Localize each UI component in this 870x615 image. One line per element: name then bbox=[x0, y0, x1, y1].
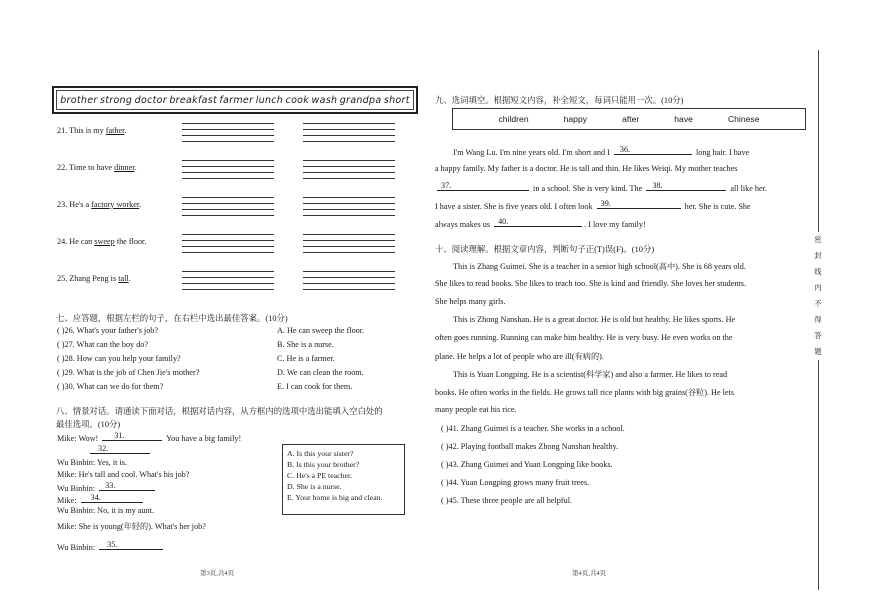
option-e: E. Your home is big and clean. bbox=[287, 493, 383, 502]
passage-text: I'm Wang Lu. I'm nine years old. I'm short and I bbox=[453, 148, 610, 157]
question-22 bbox=[57, 163, 137, 172]
answer-b: B. She is a nurse. bbox=[277, 340, 334, 349]
section10-title: 十、阅读理解。根据文章内容，判断句子正(T)误(F)。(10分) bbox=[435, 245, 655, 254]
q-text: 22. Time to have bbox=[57, 163, 115, 172]
passage-text: . I love my family! bbox=[584, 220, 646, 229]
word-choice-item: after bbox=[622, 114, 640, 124]
dialogue-line: Mike: He's tall and cool. What's his job? bbox=[57, 470, 190, 479]
option-a: A. Is this your sister? bbox=[287, 449, 354, 458]
dialogue-line-35 bbox=[57, 541, 165, 552]
blank-number: 31. bbox=[114, 431, 125, 440]
passage-text: always makes us bbox=[435, 220, 491, 229]
section7-title: 七、应答题，根据左栏的句子，在右栏中选出最佳答案。(10分) bbox=[56, 314, 288, 323]
blank-number: 36. bbox=[619, 145, 631, 154]
word-choice-item: children bbox=[498, 114, 529, 124]
dialogue-options-box bbox=[282, 444, 405, 515]
binding-char: 密 bbox=[814, 236, 822, 244]
word-bank-item: grandpa bbox=[339, 94, 382, 106]
answer-a: A. He can sweep the floor. bbox=[277, 326, 365, 335]
question-23 bbox=[57, 200, 141, 209]
question-41: ( )41. Zhang Guimei is a teacher. She works in a school. bbox=[441, 424, 625, 433]
question-24 bbox=[57, 237, 146, 246]
binding-notice bbox=[807, 232, 829, 360]
reading-line: This is Zhong Nanshan. He is a great doctor. He is old but healthy. He likes sports. He bbox=[453, 315, 736, 324]
reading-line: She helps many girls. bbox=[435, 297, 506, 306]
blank-35[interactable] bbox=[99, 541, 163, 550]
writing-lines-22a[interactable] bbox=[182, 160, 274, 184]
blank-number: 39. bbox=[600, 199, 611, 208]
blank-number: 35. bbox=[107, 540, 118, 549]
dialogue-line-32 bbox=[88, 445, 152, 456]
question-21 bbox=[57, 126, 126, 135]
dialogue-text: Mike: bbox=[57, 496, 77, 505]
question-26: ( )26. What's your father's job? bbox=[57, 326, 159, 335]
word-bank-box bbox=[52, 86, 418, 114]
binding-char: 内 bbox=[814, 284, 822, 292]
question-43: ( )43. Zhang Guimei and Yuan Longping like books. bbox=[441, 460, 613, 469]
question-42: ( )42. Playing football makes Zhong Nanshan healthy. bbox=[441, 442, 619, 451]
writing-lines-24a[interactable] bbox=[182, 234, 274, 258]
answer-c: C. He is a farmer. bbox=[277, 354, 335, 363]
word-bank-item: cook bbox=[285, 94, 310, 106]
word-choice-item: Chinese bbox=[727, 114, 760, 124]
dialogue-line: Wu Binbin: Yes, it is. bbox=[57, 458, 127, 467]
page-footer-left: 第3页,共4页 bbox=[200, 570, 235, 577]
binding-char: 不 bbox=[814, 300, 822, 308]
section8-title-line1: 八、情景对话。请通读下面对话，根据对话内容，从方框内的选项中选出能填入空白处的 bbox=[56, 407, 383, 416]
blank-32[interactable] bbox=[90, 445, 150, 454]
passage-text: in a school. She is very kind. The bbox=[533, 184, 643, 193]
q-text: the floor. bbox=[114, 237, 147, 246]
answer-e: E. I can cook for them. bbox=[277, 382, 353, 391]
writing-lines-22b[interactable] bbox=[303, 160, 395, 184]
question-45: ( )45. These three people are all helpful. bbox=[441, 496, 573, 505]
word-choice-box bbox=[452, 108, 806, 130]
dialogue-line-33 bbox=[57, 482, 157, 493]
question-28: ( )28. How can you help your family? bbox=[57, 354, 181, 363]
blank-33[interactable] bbox=[99, 482, 155, 491]
question-44: ( )44. Yuan Longping grows many fruit trees. bbox=[441, 478, 590, 487]
passage9-line4 bbox=[435, 200, 751, 211]
q-underlined: factory worker bbox=[91, 200, 140, 209]
passage9-line3 bbox=[435, 182, 767, 193]
word-bank-item: lunch bbox=[255, 94, 284, 106]
dialogue-text: Mike: Wow! bbox=[57, 434, 99, 443]
word-choice-item: have bbox=[674, 114, 693, 124]
dialogue-line: Wu Binbin: No, it is my aunt. bbox=[57, 506, 155, 515]
option-c: C. He's a PE teacher. bbox=[287, 471, 353, 480]
q-text: 23. He's a bbox=[57, 200, 92, 209]
writing-lines-23a[interactable] bbox=[182, 197, 274, 221]
question-25 bbox=[57, 274, 131, 283]
binding-char: 答 bbox=[814, 332, 822, 340]
blank-40[interactable] bbox=[494, 218, 582, 227]
q-text: 24. He can bbox=[57, 237, 95, 246]
word-bank-item: short bbox=[383, 94, 410, 106]
q-text: 21. This is my bbox=[57, 126, 106, 135]
q-text: . bbox=[139, 200, 142, 209]
dialogue-line-31 bbox=[57, 432, 241, 443]
page-footer-right: 第4页,共4页 bbox=[572, 570, 607, 577]
binding-char: 题 bbox=[814, 348, 822, 356]
q-text: . bbox=[124, 126, 127, 135]
section9-title: 九、选词填空。根据短文内容，补全短文，每词只能用一次。(10分) bbox=[435, 96, 684, 105]
blank-number: 40. bbox=[498, 217, 509, 226]
question-30: ( )30. What can we do for them? bbox=[57, 382, 164, 391]
q-underlined: sweep bbox=[94, 237, 115, 246]
word-bank-item: breakfast bbox=[169, 94, 217, 106]
q-text: . bbox=[134, 163, 137, 172]
word-bank-item: doctor bbox=[134, 94, 167, 106]
word-bank-item: wash bbox=[311, 94, 338, 106]
question-29: ( )29. What is the job of Chen Jie's mother? bbox=[57, 368, 200, 377]
option-d: D. She is a nurse. bbox=[287, 482, 342, 491]
writing-lines-24b[interactable] bbox=[303, 234, 395, 258]
writing-lines-21a[interactable] bbox=[182, 123, 274, 147]
q-text: 25. Zhang Peng is bbox=[57, 274, 119, 283]
reading-line: She likes to read books. She likes to teach too. She is kind and friendly. She loves her students. bbox=[435, 279, 747, 288]
passage-text: I have a sister. She is five years old. I often look bbox=[435, 202, 593, 211]
passage-text: long hair. I have bbox=[695, 148, 750, 157]
binding-char: 得 bbox=[814, 316, 822, 324]
word-bank-inner bbox=[56, 90, 414, 110]
writing-lines-25a[interactable] bbox=[182, 271, 274, 295]
dialogue-text: Wu Binbin: bbox=[57, 543, 96, 552]
dialogue-line-34 bbox=[57, 494, 145, 505]
reading-line: many people eat his rice. bbox=[435, 405, 517, 414]
reading-line: plane. He helps a lot of people who are ill(有病的). bbox=[435, 352, 604, 361]
reading-line: This is Yuan Longping. He is a scientist(科学家) and also a farmer. He likes to read bbox=[453, 370, 728, 379]
blank-39[interactable] bbox=[597, 200, 681, 209]
blank-31[interactable] bbox=[102, 432, 162, 441]
writing-lines-21b[interactable] bbox=[303, 123, 395, 147]
reading-line: This is Zhang Guimei. She is a teacher in a senior high school(高中). She is 68 years old. bbox=[453, 262, 746, 271]
option-b: B. Is this your brother? bbox=[287, 460, 360, 469]
passage9-line1 bbox=[453, 146, 749, 157]
blank-37[interactable] bbox=[437, 182, 529, 191]
passage-text: her. She is cute. She bbox=[684, 202, 751, 211]
dialogue-text: Wu Binbin: bbox=[57, 484, 96, 493]
reading-line: books. He often works in the fields. He grows tall rice plants with big grains(谷粒). He lets bbox=[435, 388, 735, 397]
word-bank-item: farmer bbox=[219, 94, 254, 106]
dialogue-text: You have a big family! bbox=[166, 434, 242, 443]
blank-34[interactable] bbox=[81, 494, 143, 503]
q-underlined: tall bbox=[118, 274, 129, 283]
blank-number: 34. bbox=[90, 493, 101, 502]
passage-text: all like her. bbox=[730, 184, 767, 193]
writing-lines-25b[interactable] bbox=[303, 271, 395, 295]
passage9-line5 bbox=[435, 218, 646, 229]
blank-36[interactable] bbox=[614, 146, 692, 155]
blank-number: 38. bbox=[652, 181, 663, 190]
word-bank-item: brother bbox=[60, 94, 98, 106]
blank-number: 33. bbox=[105, 481, 116, 490]
blank-number: 37. bbox=[441, 181, 452, 190]
q-underlined: dinner bbox=[114, 163, 135, 172]
writing-lines-23b[interactable] bbox=[303, 197, 395, 221]
passage9-line2: a happy family. My father is a doctor. He is tall and thin. He likes Weiqi. My mother teaches bbox=[435, 164, 738, 173]
binding-char: 封 bbox=[814, 252, 822, 260]
binding-char: 线 bbox=[814, 268, 822, 276]
reading-line: often goes running. Running can make him healthy. He is very busy. He even works on the bbox=[435, 333, 733, 342]
word-choice-item: happy bbox=[563, 114, 588, 124]
section8-title-line2: 最佳选项。(10分) bbox=[56, 420, 121, 429]
answer-d: D. We can clean the room. bbox=[277, 368, 364, 377]
word-bank-item: strong bbox=[99, 94, 133, 106]
q-underlined: father bbox=[105, 126, 125, 135]
question-27: ( )27. What can the boy do? bbox=[57, 340, 149, 349]
blank-number: 32. bbox=[98, 444, 109, 453]
q-text: . bbox=[128, 274, 131, 283]
dialogue-line: Mike: She is young(年轻的). What's her job? bbox=[57, 522, 206, 531]
blank-38[interactable] bbox=[646, 182, 726, 191]
